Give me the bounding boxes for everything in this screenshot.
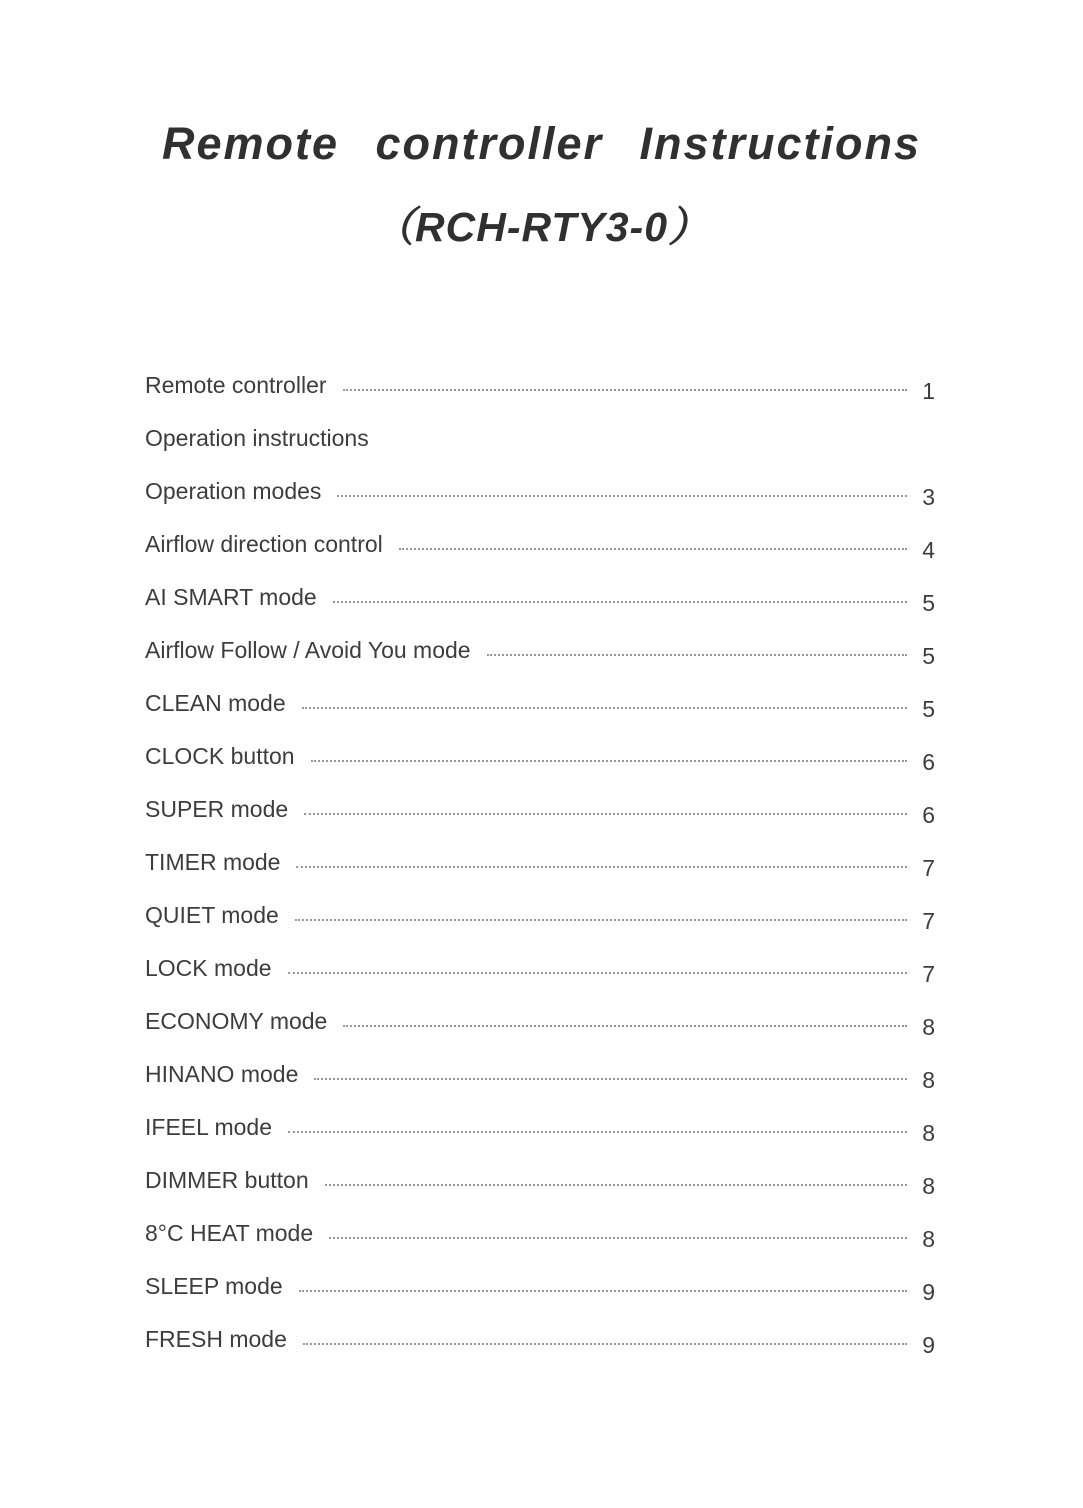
toc-dotted-leader bbox=[487, 654, 907, 656]
toc-entry-label: Operation modes bbox=[145, 477, 322, 504]
toc-page-number: 5 bbox=[922, 695, 935, 722]
toc-entry-label: CLOCK button bbox=[145, 742, 295, 769]
toc-entry bbox=[145, 345, 935, 404]
toc-entry bbox=[145, 822, 935, 881]
toc-dotted-leader bbox=[325, 1184, 907, 1186]
table-of-contents bbox=[0, 345, 1083, 1358]
toc-entry bbox=[145, 716, 935, 775]
toc-entry-label: TIMER mode bbox=[145, 848, 281, 875]
toc-page-number: 5 bbox=[922, 589, 935, 616]
toc-entry bbox=[145, 1034, 935, 1093]
toc-entry bbox=[145, 610, 935, 669]
toc-entry-label: LOCK mode bbox=[145, 954, 272, 981]
toc-entry-label: DIMMER button bbox=[145, 1166, 309, 1193]
toc-entry-label: SLEEP mode bbox=[145, 1272, 283, 1299]
toc-entry-label: 8°C HEAT mode bbox=[145, 1219, 314, 1246]
toc-entry-label: QUIET mode bbox=[145, 901, 279, 928]
toc-entry-label: FRESH mode bbox=[145, 1325, 287, 1352]
toc-entry-label: Operation instructions bbox=[145, 424, 369, 451]
toc-page-number: 9 bbox=[922, 1278, 935, 1305]
toc-entry bbox=[145, 981, 935, 1040]
toc-entry-label: Airflow Follow / Avoid You mode bbox=[145, 636, 471, 663]
toc-page-number: 7 bbox=[922, 960, 935, 987]
toc-page-number: 8 bbox=[922, 1013, 935, 1040]
toc-dotted-leader bbox=[329, 1237, 907, 1239]
toc-entry bbox=[145, 557, 935, 616]
toc-page-number: 8 bbox=[922, 1172, 935, 1199]
toc-dotted-leader bbox=[296, 866, 907, 868]
toc-entry-label: ECONOMY mode bbox=[145, 1007, 328, 1034]
toc-dotted-leader bbox=[343, 1025, 907, 1027]
toc-page-number: 1 bbox=[922, 377, 935, 404]
toc-page-number: 8 bbox=[922, 1225, 935, 1252]
toc-page-number: 8 bbox=[922, 1066, 935, 1093]
toc-dotted-leader bbox=[333, 601, 907, 603]
toc-dotted-leader bbox=[337, 495, 907, 497]
toc-page-number: 9 bbox=[922, 1331, 935, 1358]
toc-entry-label: HINANO mode bbox=[145, 1060, 299, 1087]
toc-entry-label: Remote controller bbox=[145, 371, 327, 398]
toc-entry bbox=[145, 1299, 935, 1358]
toc-entry-label: SUPER mode bbox=[145, 795, 289, 822]
toc-dotted-leader bbox=[343, 389, 907, 391]
toc-entry-label: CLEAN mode bbox=[145, 689, 286, 716]
toc-entry bbox=[145, 875, 935, 934]
toc-page-number: 7 bbox=[922, 854, 935, 881]
title-block bbox=[0, 118, 1083, 253]
toc-entry bbox=[145, 504, 935, 563]
toc-page-number: 6 bbox=[922, 748, 935, 775]
toc-entry bbox=[145, 769, 935, 828]
toc-dotted-leader bbox=[303, 1343, 907, 1345]
toc-dotted-leader bbox=[288, 972, 907, 974]
toc-entry bbox=[145, 1193, 935, 1252]
toc-page-number: 4 bbox=[922, 536, 935, 563]
toc-entry bbox=[145, 398, 935, 451]
toc-page-number: 5 bbox=[922, 642, 935, 669]
toc-entry bbox=[145, 928, 935, 987]
toc-entry bbox=[145, 663, 935, 722]
toc-dotted-leader bbox=[399, 548, 907, 550]
toc-dotted-leader bbox=[295, 919, 907, 921]
toc-entry-label: IFEEL mode bbox=[145, 1113, 272, 1140]
toc-entry bbox=[145, 451, 935, 510]
toc-dotted-leader bbox=[299, 1290, 907, 1292]
toc-entry bbox=[145, 1087, 935, 1146]
toc-dotted-leader bbox=[288, 1131, 907, 1133]
document-subtitle: （RCH-RTY3-0） bbox=[373, 204, 710, 250]
toc-page-number: 8 bbox=[922, 1119, 935, 1146]
toc-entry-label: AI SMART mode bbox=[145, 583, 317, 610]
toc-entry-label: Airflow direction control bbox=[145, 530, 383, 557]
toc-entry bbox=[145, 1140, 935, 1199]
toc-dotted-leader bbox=[314, 1078, 907, 1080]
toc-entry bbox=[145, 1246, 935, 1305]
toc-page-number: 3 bbox=[922, 483, 935, 510]
toc-dotted-leader bbox=[302, 707, 907, 709]
toc-page-number: 7 bbox=[922, 907, 935, 934]
toc-dotted-leader bbox=[304, 813, 907, 815]
document-title: Remote controller Instructions bbox=[161, 118, 922, 169]
toc-page-number: 6 bbox=[922, 801, 935, 828]
toc-dotted-leader bbox=[311, 760, 907, 762]
